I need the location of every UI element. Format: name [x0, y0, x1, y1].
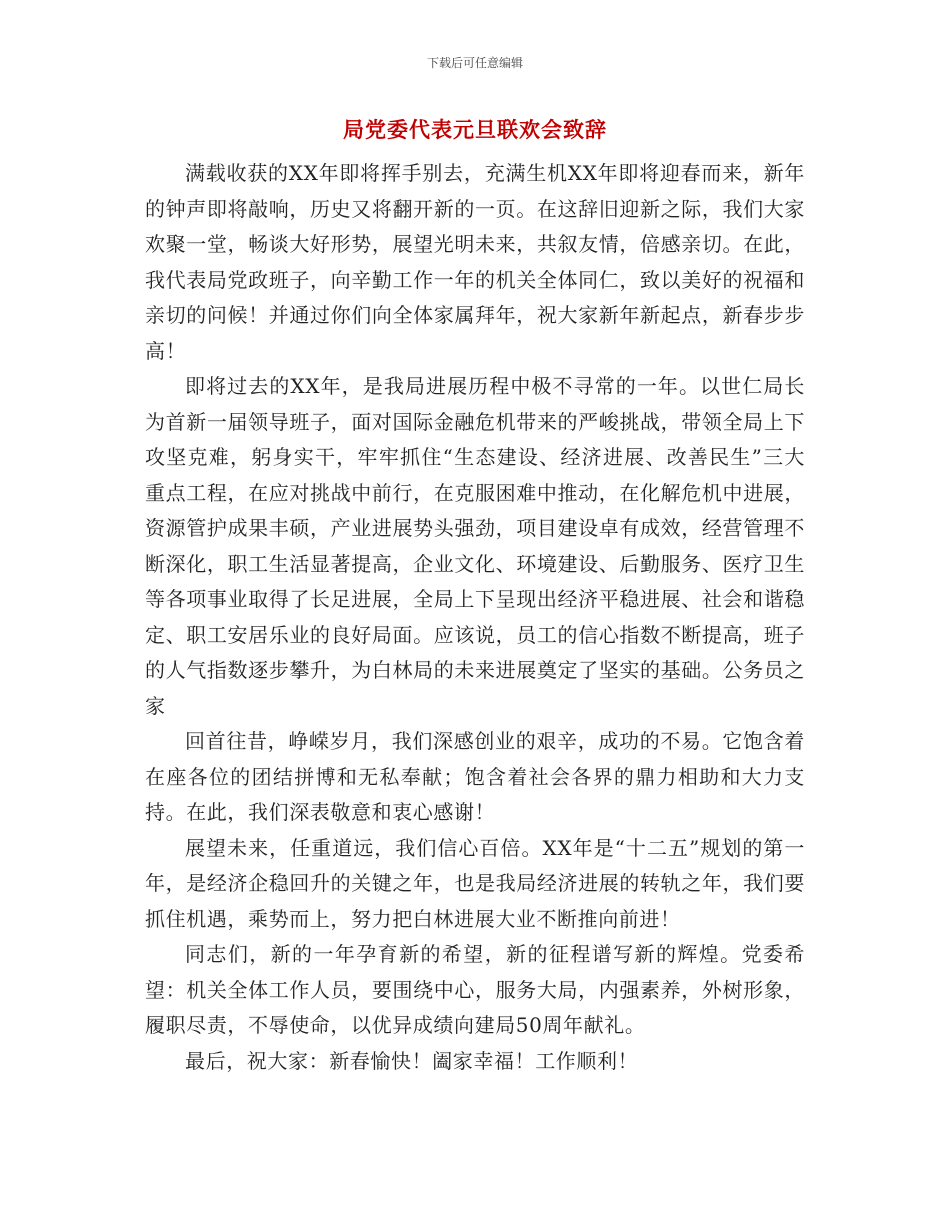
- paragraph-review: 即将过去的XX年，是我局进展历程中极不寻常的一年。以世仁局长为首新一届领导班子，面对国际金融危机带来的严峻挑战，带领全局上下攻坚克难，躬身实干，牢牢抓住“生态建设、经济进展、改善民生”三大重点工程，在应对挑战中前行，在克服困难中推动，在化解危机中进展，资源管护成果丰硕，产业进展势头强劲，项目建设卓有成效，经营管理不断深化，职工生活显著提高，企业文化、环境建设、后勤服务、医疗卫生等各项事业取得了长足进展，全局上下呈现出经济平稳进展、社会和谐稳定、职工安居乐业的良好局面。应该说，员工的信心指数不断提高，班子的人气指数逐步攀升，为白林局的未来进展奠定了坚实的基础。公务员之家: [145, 374, 805, 718]
- document-body: [145, 156, 805, 1079]
- paragraph-gratitude: 回首往昔，峥嵘岁月，我们深感创业的艰辛，成功的不易。它饱含着在座各位的团结拼博和无私奉献；饱含着社会各界的鼎力相助和大力支持。在此，我们深表敬意和衷心感谢！: [145, 729, 805, 824]
- paragraph-outlook: 展望未来，任重道远，我们信心百倍。XX年是“十二五”规划的第一年，是经济企稳回升的关键之年，也是我局经济进展的转轨之年，我们要抓住机遇，乘势而上，努力把白林进展大业不断推向前进！: [145, 835, 805, 931]
- document-title: 局党委代表元旦联欢会致辞: [343, 118, 607, 142]
- paragraph-greeting: 满载收获的XX年即将挥手别去，充满生机XX年即将迎春而来，新年的钟声即将敲响，历史又将翻开新的一页。在这辞旧迎新之际，我们大家欢聚一堂，畅谈大好形势，展望光明未来，共叙友情，倍感亲切。在此，我代表局党政班子，向辛勤工作一年的机关全体同仁，致以美好的祝福和亲切的问候！并通过你们向全体家属拜年，祝大家新年新起点，新春步步高！: [145, 161, 805, 363]
- paragraph-closing: 最后，祝大家：新春愉快！阖家幸福！工作顺利！: [185, 1048, 639, 1073]
- paragraph-hopes: 同志们，新的一年孕育新的希望，新的征程谱写新的辉煌。党委希望：机关全体工作人员，要围绕中心，服务大局，内强素养，外树形象，履职尽责，不辱使命，以优异成绩向建局50周年献礼。: [145, 942, 805, 1037]
- header-note: 下载后可任意编辑: [426, 56, 523, 70]
